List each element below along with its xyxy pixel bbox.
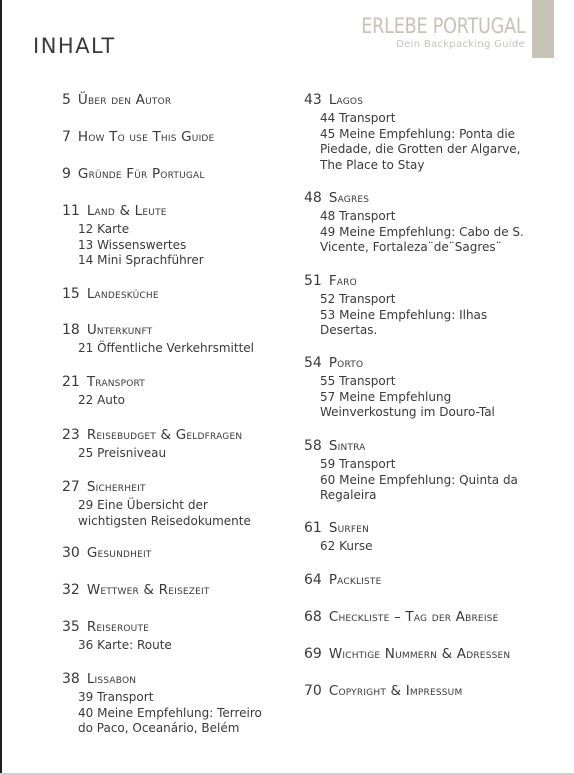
toc-entry-heading[interactable] <box>62 203 204 219</box>
toc-subentry[interactable]: Vicente, Fortaleza¨de¨Sagres¨ <box>320 240 502 254</box>
toc-chapter-title: Reiseroute <box>86 619 150 635</box>
toc-subentry[interactable]: 59 Transport <box>320 457 396 471</box>
toc-chapter-title: Transport <box>86 374 145 390</box>
toc-chapter-title: Lissabon <box>86 671 137 687</box>
toc-entry[interactable] <box>304 190 524 256</box>
toc-page-number: 58 <box>304 438 322 454</box>
toc-subentry[interactable]: 55 Transport <box>320 374 396 388</box>
toc-entry[interactable] <box>62 166 205 182</box>
toc-entry-heading[interactable] <box>304 273 487 289</box>
toc-chapter-title: Wichtige Nummern & Adressen <box>328 646 511 662</box>
toc-subentry[interactable]: do Paco, Oceanário, Belém <box>78 721 240 735</box>
toc-subentry[interactable]: 45 Meine Empfehlung: Ponta die <box>320 126 516 141</box>
toc-page-number: 64 <box>304 572 322 588</box>
toc-chapter-title: Über den Autor <box>77 92 172 108</box>
toc-entry[interactable] <box>304 92 520 173</box>
toc-subentries <box>304 539 373 555</box>
toc-entry-heading[interactable] <box>304 355 495 371</box>
toc-subentry[interactable]: The Place to Stay <box>320 157 425 172</box>
toc-subentries <box>304 457 518 504</box>
toc-subentries <box>62 498 251 529</box>
toc-page-number: 68 <box>304 609 322 625</box>
toc-page-number: 15 <box>62 286 80 302</box>
toc-chapter-title: Checkliste – Tag der Abreise <box>328 609 499 625</box>
toc-page-number: 11 <box>62 203 80 219</box>
toc-subentry[interactable]: 29 Eine Übersicht der <box>78 498 208 512</box>
toc-chapter-title: Surfen <box>328 520 370 536</box>
toc-subentry[interactable]: 49 Meine Empfehlung: Cabo de S. <box>320 224 524 239</box>
toc-page-number: 54 <box>304 355 322 371</box>
toc-page-number: 69 <box>304 646 322 662</box>
toc-entry-heading[interactable] <box>62 286 159 302</box>
toc-subentry[interactable]: wichtigsten Reisedokumente <box>78 513 251 528</box>
toc-subentry[interactable]: 62 Kurse <box>320 539 373 553</box>
toc-entry[interactable] <box>62 374 145 409</box>
toc-entry[interactable] <box>62 479 251 529</box>
toc-page-number: 21 <box>62 374 80 390</box>
toc-subentry[interactable]: 21 Öffentliche Verkehrsmittel <box>78 341 254 355</box>
toc-entry-heading[interactable] <box>304 646 510 662</box>
toc-entry[interactable] <box>304 355 495 421</box>
toc-page-number: 7 <box>62 129 71 145</box>
toc-entry-heading[interactable] <box>62 322 254 338</box>
toc-entry[interactable] <box>62 322 254 357</box>
toc-subentry[interactable]: Desertas. <box>320 323 378 337</box>
toc-page-number: 43 <box>304 92 322 108</box>
toc-chapter-title: Packliste <box>328 572 382 588</box>
toc-subentry[interactable]: 13 Wissenswertes <box>78 237 187 252</box>
toc-chapter-title: Gesundheit <box>86 545 152 561</box>
toc-entry[interactable] <box>304 646 510 662</box>
toc-subentry[interactable]: 53 Meine Empfehlung: Ilhas <box>320 307 488 322</box>
toc-entry[interactable] <box>62 92 171 108</box>
toc-entry[interactable] <box>304 438 518 504</box>
toc-chapter-title: Reisebudget & Geldfragen <box>86 427 243 443</box>
toc-page-number: 38 <box>62 671 80 687</box>
toc-entry-heading[interactable] <box>62 374 145 390</box>
toc-page-number: 32 <box>62 582 80 598</box>
toc-chapter-title: How To use This Guide <box>77 129 215 145</box>
toc-subentries <box>62 446 242 462</box>
toc-entry[interactable] <box>62 582 210 598</box>
toc-entry-heading[interactable] <box>304 520 373 536</box>
toc-entry-heading[interactable] <box>62 427 242 443</box>
toc-subentries <box>304 374 495 421</box>
toc-chapter-title: Unterkunft <box>86 322 153 338</box>
toc-page-number: 27 <box>62 479 80 495</box>
toc-entry-heading[interactable] <box>62 129 214 145</box>
toc-entry[interactable] <box>304 520 373 555</box>
toc-chapter-title: Sicherheit <box>86 479 146 495</box>
toc-entry[interactable] <box>304 683 462 699</box>
toc-subentries <box>62 341 254 357</box>
toc-page-number: 48 <box>304 190 322 206</box>
toc-entry[interactable] <box>304 572 382 588</box>
brand-subtitle: Dein Backpacking Guide <box>396 39 525 50</box>
toc-chapter-title: Porto <box>328 355 364 371</box>
toc-subentry[interactable]: 52 Transport <box>320 292 396 306</box>
toc-subentry[interactable]: 40 Meine Empfehlung: Terreiro <box>78 705 262 720</box>
toc-page-number: 70 <box>304 683 322 699</box>
toc-entry[interactable] <box>304 273 487 339</box>
toc-entry[interactable] <box>62 286 159 302</box>
toc-subentry[interactable]: 48 Transport <box>320 209 396 223</box>
bookmark-ribbon <box>532 0 554 58</box>
toc-subentry[interactable]: 39 Transport <box>78 690 154 704</box>
toc-subentry[interactable]: Piedade, die Grotten der Algarve, <box>320 142 521 156</box>
toc-page-number: 35 <box>62 619 80 635</box>
toc-entry-heading[interactable] <box>304 683 462 699</box>
toc-chapter-title: Lagos <box>328 92 364 108</box>
toc-chapter-title: Landesküche <box>86 286 159 302</box>
toc-subentry[interactable]: 22 Auto <box>78 393 125 407</box>
toc-entry-heading[interactable] <box>62 479 251 495</box>
toc-chapter-title: Sintra <box>328 438 366 454</box>
toc-entry-heading[interactable] <box>304 92 520 108</box>
toc-subentries <box>62 222 204 269</box>
toc-page-number: 51 <box>304 273 322 289</box>
toc-chapter-title: Faro <box>328 273 357 289</box>
toc-entry-heading[interactable] <box>62 166 205 182</box>
toc-entry[interactable] <box>62 545 152 561</box>
toc-subentry[interactable]: 36 Karte: Route <box>78 638 172 652</box>
toc-subentry[interactable]: 60 Meine Empfehlung: Quinta da <box>320 472 518 487</box>
toc-page-number: 30 <box>62 545 80 561</box>
toc-subentries <box>62 393 145 409</box>
toc-chapter-title: Copyright & Impressum <box>328 683 463 699</box>
toc-entry[interactable] <box>62 671 262 737</box>
page-left-edge <box>0 0 2 775</box>
toc-page-number: 18 <box>62 322 80 338</box>
toc-entry-heading[interactable] <box>304 609 498 625</box>
toc-chapter-title: Wettwer & Reisezeit <box>86 582 210 598</box>
page-title: INHALT <box>33 34 116 58</box>
toc-entry[interactable] <box>62 203 204 269</box>
toc-subentry[interactable]: Regaleira <box>320 488 377 502</box>
toc-subentry[interactable]: 44 Transport <box>320 111 396 125</box>
toc-entry-heading[interactable] <box>62 92 171 108</box>
toc-entry-heading[interactable] <box>304 572 382 588</box>
toc-entry-heading[interactable] <box>304 190 524 206</box>
toc-subentries <box>62 690 262 737</box>
toc-entry-heading[interactable] <box>62 619 172 635</box>
brand-logo <box>330 14 525 52</box>
toc-subentry[interactable]: 25 Preisniveau <box>78 446 167 460</box>
brand-name: ERLEBE PORTUGAL <box>360 14 525 38</box>
toc-subentry[interactable]: 12 Karte <box>78 222 130 236</box>
toc-chapter-title: Land & Leute <box>86 203 167 219</box>
toc-page-number: 5 <box>62 92 71 108</box>
toc-chapter-title: Gründe Für Portugal <box>77 166 205 182</box>
toc-entry-heading[interactable] <box>62 671 262 687</box>
toc-subentry[interactable]: 57 Meine Empfehlung <box>320 389 452 404</box>
toc-chapter-title: Sagres <box>328 190 370 206</box>
toc-entry[interactable] <box>62 129 214 145</box>
toc-entry[interactable] <box>62 427 242 462</box>
toc-subentry[interactable]: 14 Mini Sprachführer <box>78 253 204 267</box>
toc-subentries <box>62 638 172 654</box>
toc-entry[interactable] <box>304 609 498 625</box>
toc-subentry[interactable]: Weinverkostung im Douro-Tal <box>320 405 495 419</box>
toc-subentries <box>304 111 520 173</box>
toc-page-number: 61 <box>304 520 322 536</box>
toc-subentries <box>304 209 524 256</box>
toc-page-number: 9 <box>62 166 71 182</box>
toc-page-number: 23 <box>62 427 80 443</box>
toc-entry-heading[interactable] <box>62 545 152 561</box>
toc-entry[interactable] <box>62 619 172 654</box>
toc-subentries <box>304 292 487 339</box>
toc-entry-heading[interactable] <box>304 438 518 454</box>
toc-entry-heading[interactable] <box>62 582 210 598</box>
